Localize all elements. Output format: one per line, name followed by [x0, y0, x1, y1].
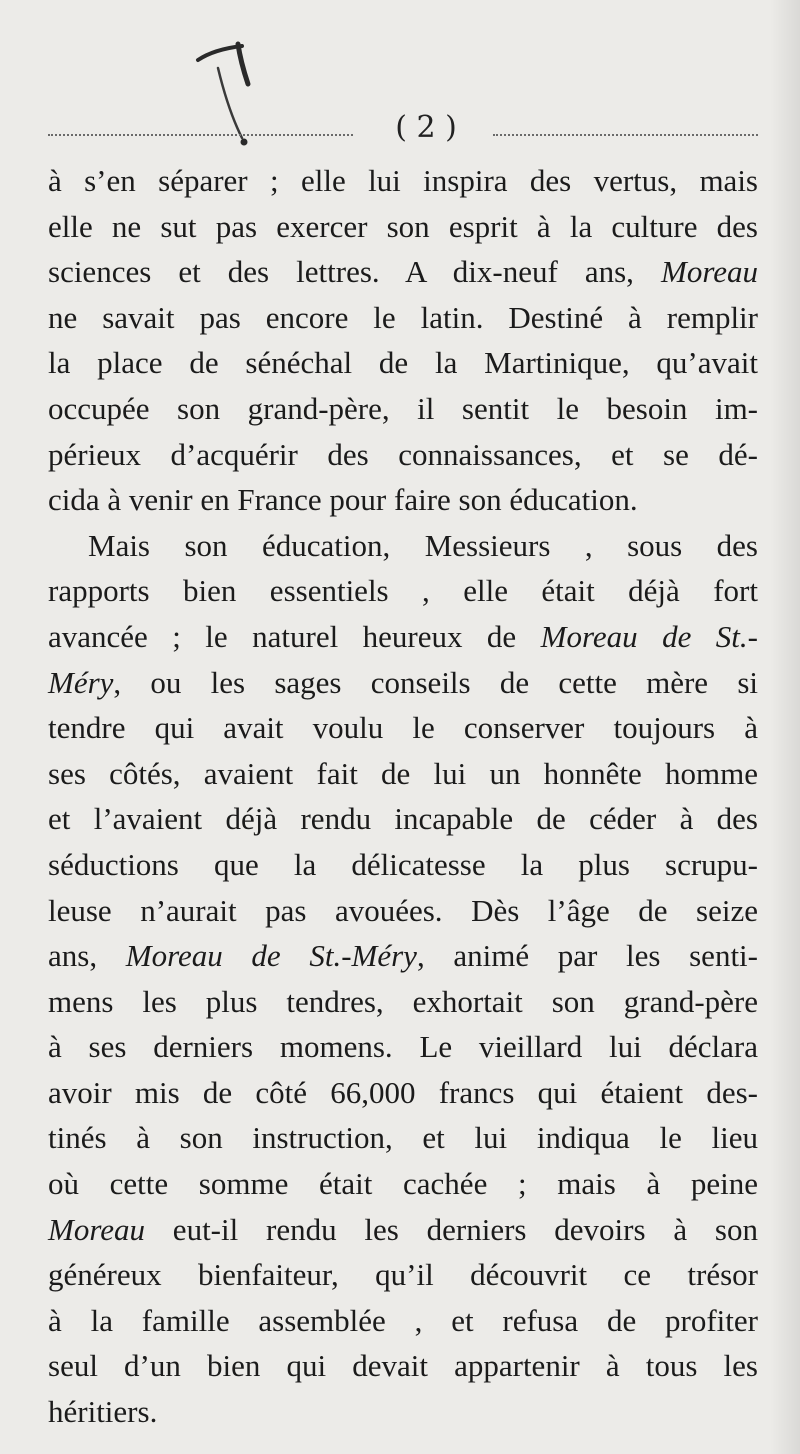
header-rule-left [48, 134, 353, 136]
text-line [48, 1024, 758, 1070]
text-line [48, 888, 758, 934]
text-run: généreux bienfaiteur, qu’il découvrit ce trésor [48, 1257, 758, 1293]
text-run: sciences et des lettres. A dix-neuf ans, [48, 254, 661, 290]
italic-text: Moreau de St.-Méry [125, 938, 417, 974]
text-run: ans, [48, 938, 126, 974]
text-run: où cette somme était cachée ; mais à peine [48, 1166, 758, 1202]
text-run: la place de sénéchal de la Martinique, qu’avait [48, 345, 758, 381]
page-header [48, 110, 758, 150]
text-line [48, 1298, 758, 1344]
text-line [48, 1207, 758, 1253]
text-run: , animé par les senti- [416, 938, 758, 974]
text-line [48, 386, 758, 432]
text-line [48, 933, 758, 979]
text-run: seul d’un bien qui devait appartenir à tous les [48, 1348, 758, 1384]
paragraph [48, 523, 758, 1435]
text-run: à s’en séparer ; elle lui inspira des vertus, mais [48, 163, 758, 198]
text-run: occupée son grand-père, il sentit le besoin im- [48, 390, 758, 426]
italic-text: Moreau [48, 1211, 145, 1247]
text-run: tinés à son instruction, et lui indiqua le lieu [48, 1120, 758, 1156]
text-run: à la famille assemblée , et refusa de profiter [48, 1302, 758, 1338]
paragraph [48, 158, 758, 523]
text-line [48, 1070, 758, 1116]
text-line [48, 249, 758, 295]
text-run: cida à venir en France pour faire son éducation. [48, 482, 638, 518]
text-line [48, 660, 758, 706]
text-line [48, 979, 758, 1025]
text-run: leuse n’aurait pas avouées. Dès l’âge de seize [48, 892, 758, 928]
italic-text: Moreau de St.- [540, 618, 758, 654]
text-line [48, 705, 758, 751]
text-run: avancée ; le naturel heureux de [48, 618, 541, 654]
text-line [48, 751, 758, 797]
text-line [48, 340, 758, 386]
italic-text: Moreau [661, 254, 758, 290]
text-line [48, 1115, 758, 1161]
text-line [48, 842, 758, 888]
text-run: eut-il rendu les derniers devoirs à son [145, 1211, 758, 1247]
text-run: séductions que la délicatesse la plus scrupu- [48, 846, 758, 882]
text-line [48, 158, 758, 204]
text-line [48, 1161, 758, 1207]
page-edge-shadow [770, 0, 800, 1454]
text-line [48, 523, 758, 569]
page-number: ( 2 ) [395, 110, 457, 145]
text-line [48, 1389, 758, 1435]
header-rule-right [493, 134, 758, 136]
text-run: héritiers. [48, 1394, 158, 1430]
text-line [48, 295, 758, 341]
text-line [48, 796, 758, 842]
text-line [48, 1252, 758, 1298]
text-run: et l’avaient déjà rendu incapable de céder à des [48, 801, 758, 837]
text-line [48, 614, 758, 660]
text-run: tendre qui avait voulu le conserver toujours à [48, 710, 758, 746]
text-line [48, 204, 758, 250]
text-run: ses côtés, avaient fait de lui un honnête homme [48, 755, 758, 791]
text-line [48, 432, 758, 478]
text-run: , ou les sages conseils de cette mère si [113, 664, 758, 700]
text-line [48, 477, 758, 523]
text-run: elle ne sut pas exercer son esprit à la culture des [48, 208, 758, 244]
italic-text: Méry [48, 664, 114, 700]
text-run: mens les plus tendres, exhortait son grand-père [48, 983, 758, 1019]
text-run: avoir mis de côté 66,000 francs qui étaient des- [48, 1074, 758, 1110]
text-run: à ses derniers momens. Le vieillard lui déclara [48, 1029, 758, 1065]
text-run: ne savait pas encore le latin. Destiné à remplir [48, 299, 758, 335]
text-run: périeux d’acquérir des connaissances, et se dé- [48, 436, 758, 472]
text-run: Mais son éducation, Messieurs , sous des [88, 527, 758, 563]
text-run: rapports bien essentiels , elle était déjà fort [48, 573, 758, 609]
text-line [48, 568, 758, 614]
body-text [48, 158, 758, 1435]
text-line [48, 1343, 758, 1389]
